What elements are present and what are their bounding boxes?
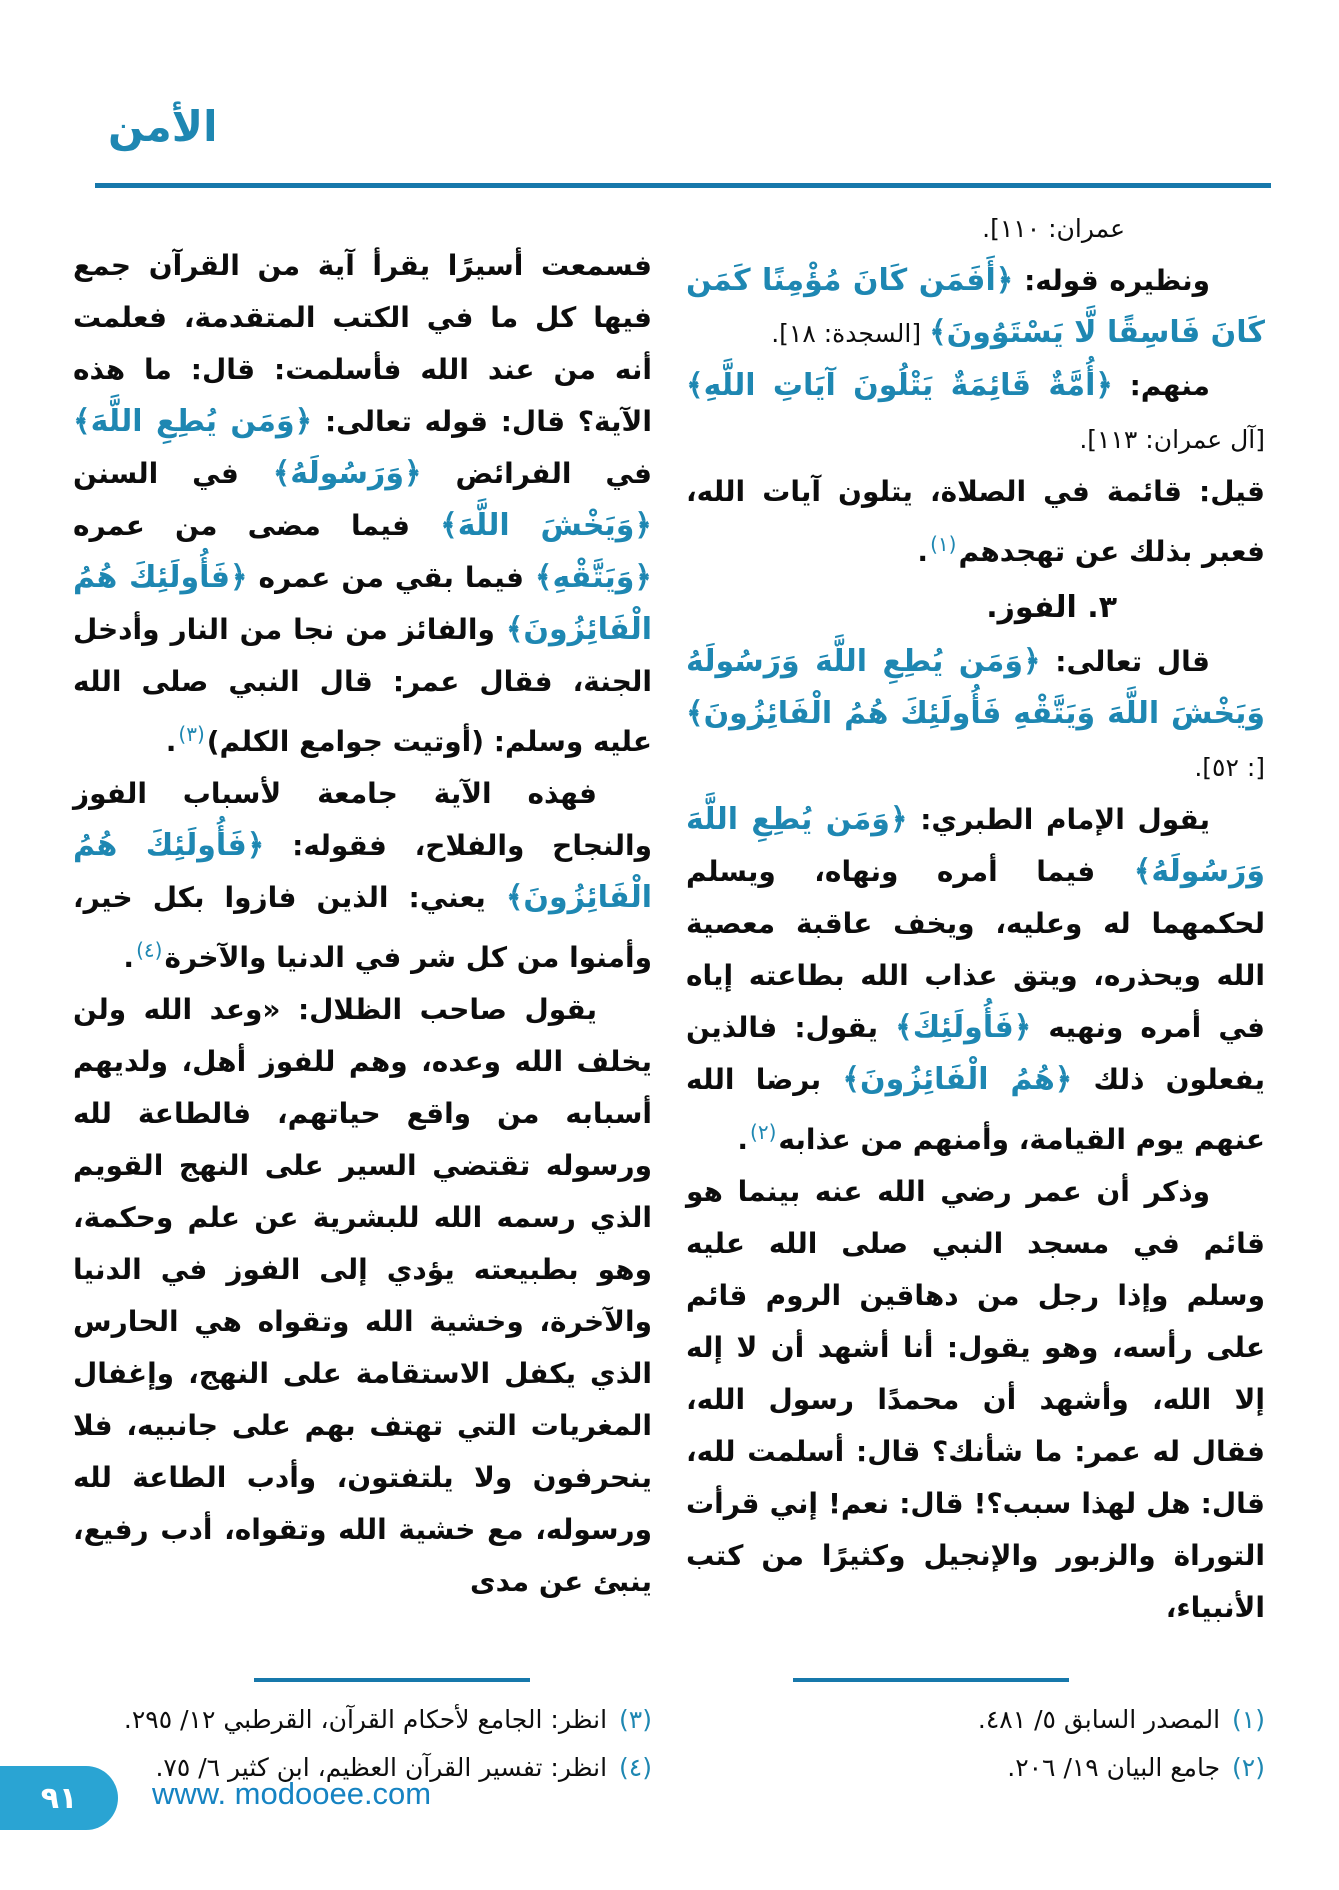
body-text: فيما أمره ونهاه، ويسلم لحكمهما له وعليه، ويخف عاقبة معصية الله ويحذره، ويتق عذاب الله بطاعته إياه في أمره ونهيه bbox=[686, 855, 1265, 1044]
page-number-pill bbox=[0, 1766, 118, 1830]
footnote-ref: (١) bbox=[930, 532, 957, 556]
verse-reference: عمران: ١١٠]. bbox=[982, 214, 1125, 243]
body-text: يعني: الذين فازوا بكل خير، وأمنوا من كل شر في الدنيا والآخرة bbox=[73, 881, 652, 974]
paragraph bbox=[686, 1166, 1265, 1634]
column-right bbox=[686, 202, 1265, 1798]
body-text: . bbox=[123, 941, 135, 974]
body-text: ونظيره قوله: bbox=[1013, 264, 1210, 297]
paragraph bbox=[73, 768, 652, 984]
quran-verse: ﴿وَيَتَّقْهِ﴾ bbox=[534, 560, 652, 595]
footnote-list bbox=[686, 1696, 1265, 1792]
column-right-paragraphs bbox=[686, 202, 1265, 1634]
quran-verse: ﴿فَأُولَئِكَ هُمُ الْفَائِزُونَ﴾ bbox=[73, 560, 652, 647]
body-text: منهم: bbox=[1112, 369, 1210, 402]
footnote-text: انظر: تفسير القرآن العظيم، ابن كثير ٦/ ٧٥. bbox=[155, 1753, 608, 1782]
footnote-number: (٢) bbox=[1232, 1753, 1265, 1782]
footnote-text: المصدر السابق ٥/ ٤٨١. bbox=[977, 1705, 1221, 1734]
quran-verse: ﴿فَأُولَئِكَ﴾ bbox=[895, 1010, 1032, 1045]
footnote-item bbox=[686, 1696, 1265, 1744]
footnote-item bbox=[73, 1696, 652, 1744]
body-text: برضا الله عنهم يوم القيامة، وأمنهم من عذابه bbox=[686, 1063, 1265, 1156]
body-text: يقول الإمام الطبري: bbox=[907, 803, 1211, 836]
section-heading bbox=[686, 582, 1265, 634]
body-text: . bbox=[165, 725, 177, 758]
header-rule bbox=[95, 183, 1271, 188]
footnote-ref: (٣) bbox=[178, 722, 205, 746]
footnote-item bbox=[686, 1744, 1265, 1792]
body-text: قيل: قائمة في الصلاة، يتلون آيات الله، فعبر بذلك عن تهجدهم bbox=[686, 475, 1265, 568]
footnotes-left bbox=[73, 1678, 652, 1792]
footnote-number: (٤) bbox=[619, 1753, 652, 1782]
verse-reference: [السجدة: ١٨]. bbox=[771, 319, 930, 348]
quran-verse: ﴿وَمَن يُطِعِ اللَّهَ﴾ bbox=[73, 404, 313, 439]
quran-verse: ﴿أَفَمَن كَانَ مُؤْمِنًا كَمَن كَانَ فَاسِقًا لَّا يَسْتَوُونَ﴾ bbox=[686, 263, 1265, 350]
column-left-paragraphs bbox=[73, 202, 652, 1608]
quran-verse: ﴿وَيَخْشَ اللَّهَ﴾ bbox=[440, 508, 652, 543]
quran-verse: ﴿وَمَن يُطِعِ اللَّهَ وَرَسُولَهُ وَيَخْشَ اللَّهَ وَيَتَّقْهِ فَأُولَئِكَ هُمُ الْفَائِزُونَ﴾ bbox=[686, 644, 1265, 731]
body-text: ٣. الفوز. bbox=[986, 590, 1117, 625]
quran-verse: ﴿هُمُ الْفَائِزُونَ﴾ bbox=[842, 1062, 1073, 1097]
text-columns bbox=[73, 202, 1265, 1798]
footnote-ref: (٢) bbox=[750, 1120, 777, 1144]
website-link[interactable]: www. modooee.com bbox=[152, 1776, 432, 1811]
paragraph bbox=[686, 360, 1265, 466]
body-text: والفائز من نجا من النار وأدخل الجنة، فقال عمر: قال النبي صلى الله عليه وسلم: (أوتيت جوامع الكلم) bbox=[73, 613, 652, 758]
paragraph bbox=[686, 255, 1265, 360]
quran-verse: ﴿فَأُولَئِكَ هُمُ الْفَائِزُونَ﴾ bbox=[73, 828, 652, 915]
body-text: فيما بقي من عمره bbox=[247, 561, 535, 594]
footnote-number: (٣) bbox=[619, 1705, 652, 1734]
body-text: فهذه الآية جامعة لأسباب الفوز والنجاح والفلاح، فقوله: bbox=[73, 777, 652, 862]
footnote-ref: (٤) bbox=[136, 938, 163, 962]
page-number: ٩١ bbox=[40, 1780, 78, 1816]
paragraph bbox=[73, 984, 652, 1608]
footnote-separator bbox=[254, 1678, 530, 1682]
paragraph bbox=[686, 636, 1265, 794]
body-text: يقول: فالذين يفعلون ذلك bbox=[686, 1011, 1266, 1096]
footnote-separator bbox=[793, 1678, 1069, 1682]
quran-verse: ﴿وَرَسُولَهُ﴾ bbox=[272, 456, 422, 491]
body-text: في الفرائض bbox=[421, 457, 653, 490]
body-text: فسمعت أسيرًا يقرأ آية من القرآن جمع فيها كل ما في الكتب المتقدمة، فعلمت أنه من عند الله فأسلمت: قال: ما هذه الآية؟ قال: قوله تعالى: bbox=[73, 249, 652, 438]
body-text: وذكر أن عمر رضي الله عنه بينما هو قائم في مسجد النبي صلى الله عليه وسلم وإذا رجل من دهاقين الروم قائم على رأسه، وهو يقول: أنا أشهد أن لا إله إلا الله، وأشهد أن محمدًا رسول الله، فقال له عمر: ما شأنك؟ قال: أسلمت لله، قال: هل لهذا سبب؟! قال: نعم! إني قرأت التوراة والزبور والإنجيل وكثيرًا من كتب الأنبياء، bbox=[686, 1175, 1265, 1624]
paragraph bbox=[686, 202, 1265, 255]
body-text: قال تعالى: bbox=[1040, 645, 1210, 678]
body-text: يقول صاحب الظلال: «وعد الله ولن يخلف الله وعده، وهم للفوز أهل، ولديهم أسبابه من واقع حياتهم، فالطاعة لله ورسوله تقتضي السير على النهج القويم الذي رسمه الله للبشرية عن علم وحكمة، وهو بطبيعته يؤدي إلى الفوز في الدنيا والآخرة، وخشية الله وتقواه هي الحارس الذي يكفل الاستقامة على النهج، وإغفال المغريات التي تهتف بهم على جانبيه، فلا ينحرفون ولا يلتفتون، وأدب الطاعة لله ورسوله، مع خشية الله وتقواه، أدب رفيع، ينبئ عن مدى bbox=[73, 993, 652, 1598]
body-text: في السنن bbox=[73, 457, 273, 490]
footnote-text: انظر: الجامع لأحكام القرآن، القرطبي ١٢/ ٢٩٥. bbox=[123, 1705, 608, 1734]
body-text: . bbox=[737, 1123, 748, 1156]
footnote-text: جامع البيان ١٩/ ٢٠٦. bbox=[1007, 1753, 1221, 1782]
column-left bbox=[73, 202, 652, 1798]
quran-verse: ﴿وَمَن يُطِعِ اللَّهَ وَرَسُولَهُ﴾ bbox=[686, 802, 1265, 889]
body-text: فيما مضى من عمره bbox=[73, 509, 441, 542]
paragraph bbox=[686, 794, 1265, 1166]
paragraph bbox=[73, 240, 652, 768]
footnotes-right bbox=[686, 1678, 1265, 1792]
verse-reference: [آل عمران: ١١٣]. bbox=[1079, 425, 1265, 454]
footnote-number: (١) bbox=[1232, 1705, 1265, 1734]
quran-verse: ﴿أُمَّةٌ قَائِمَةٌ يَتْلُونَ آيَاتِ اللَّهِ﴾ bbox=[686, 368, 1113, 403]
verse-reference: [: ٥٢]. bbox=[1194, 753, 1265, 782]
running-header-title: الأمن bbox=[108, 102, 218, 151]
paragraph bbox=[686, 466, 1265, 578]
body-text: . bbox=[917, 535, 929, 568]
